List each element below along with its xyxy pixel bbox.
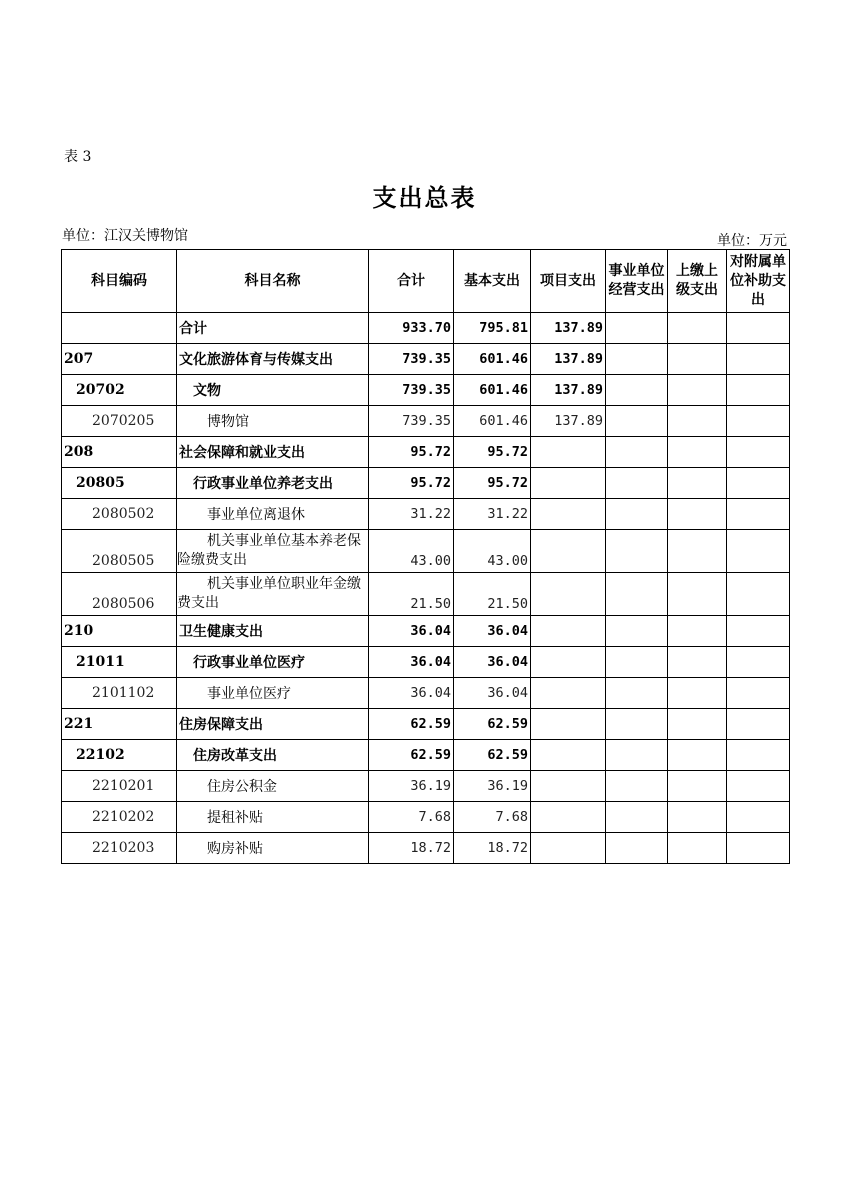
- cell-total: 31.22: [369, 499, 454, 530]
- cell-code: 207: [62, 344, 177, 375]
- cell-business: [606, 406, 668, 437]
- cell-project: [531, 573, 606, 616]
- cell-project: [531, 678, 606, 709]
- cell-name: 文物: [177, 375, 369, 406]
- cell-total: 21.50: [369, 573, 454, 616]
- cell-basic: 62.59: [454, 740, 531, 771]
- cell-code: [62, 313, 177, 344]
- table-row: [62, 344, 790, 375]
- cell-name-text: 机关事业单位基本养老保险缴费支出: [177, 533, 361, 568]
- cell-upper: [668, 344, 727, 375]
- cell-upper: [668, 771, 727, 802]
- cell-business: [606, 468, 668, 499]
- cell-name: 住房保障支出: [177, 709, 369, 740]
- header-name: 科目名称: [177, 250, 369, 313]
- cell-name: 卫生健康支出: [177, 616, 369, 647]
- cell-code: 20805: [62, 468, 177, 499]
- cell-code: 2070205: [62, 406, 177, 437]
- cell-code: 221: [62, 709, 177, 740]
- cell-basic: 36.19: [454, 771, 531, 802]
- cell-name: 提租补贴: [177, 802, 369, 833]
- cell-code: 2210201: [62, 771, 177, 802]
- cell-project: [531, 740, 606, 771]
- cell-total: 36.04: [369, 647, 454, 678]
- cell-code: 208: [62, 437, 177, 468]
- table-row: [62, 740, 790, 771]
- cell-project: 137.89: [531, 375, 606, 406]
- cell-total: 18.72: [369, 833, 454, 864]
- cell-total: 62.59: [369, 709, 454, 740]
- cell-basic: 43.00: [454, 530, 531, 573]
- cell-basic: 62.59: [454, 709, 531, 740]
- cell-project: [531, 833, 606, 864]
- cell-basic: 36.04: [454, 616, 531, 647]
- cell-subsidy: [727, 406, 790, 437]
- table-row: [62, 647, 790, 678]
- cell-code: 21011: [62, 647, 177, 678]
- header-subsidy: 对附属单位补助支出: [727, 250, 790, 313]
- cell-business: [606, 616, 668, 647]
- cell-upper: [668, 468, 727, 499]
- cell-business: [606, 678, 668, 709]
- cell-total: 36.19: [369, 771, 454, 802]
- table-row: [62, 573, 790, 616]
- cell-code: 2101102: [62, 678, 177, 709]
- cell-total: 739.35: [369, 406, 454, 437]
- cell-code: 22102: [62, 740, 177, 771]
- cell-upper: [668, 647, 727, 678]
- table-row: [62, 406, 790, 437]
- cell-business: [606, 313, 668, 344]
- cell-subsidy: [727, 802, 790, 833]
- cell-subsidy: [727, 468, 790, 499]
- cell-basic: 95.72: [454, 437, 531, 468]
- cell-total: 36.04: [369, 678, 454, 709]
- cell-total: 739.35: [369, 375, 454, 406]
- cell-upper: [668, 313, 727, 344]
- cell-total: 933.70: [369, 313, 454, 344]
- cell-basic: 31.22: [454, 499, 531, 530]
- cell-upper: [668, 573, 727, 616]
- cell-upper: [668, 406, 727, 437]
- header-upper: 上缴上级支出: [668, 250, 727, 313]
- cell-project: [531, 647, 606, 678]
- cell-business: [606, 375, 668, 406]
- cell-basic: 36.04: [454, 647, 531, 678]
- cell-business: [606, 499, 668, 530]
- cell-total: 36.04: [369, 616, 454, 647]
- cell-name: [177, 573, 369, 616]
- cell-subsidy: [727, 647, 790, 678]
- cell-total: 95.72: [369, 437, 454, 468]
- cell-project: [531, 499, 606, 530]
- cell-upper: [668, 375, 727, 406]
- organization-unit-label: 单位：江汉关博物馆: [62, 228, 188, 244]
- cell-project: [531, 530, 606, 573]
- table-row: [62, 678, 790, 709]
- table-row: [62, 833, 790, 864]
- table-row: [62, 313, 790, 344]
- cell-upper: [668, 709, 727, 740]
- table-number-label: 表 3: [64, 149, 92, 165]
- table-row: [62, 375, 790, 406]
- cell-name: 住房改革支出: [177, 740, 369, 771]
- cell-subsidy: [727, 499, 790, 530]
- cell-code: 2080506: [62, 573, 177, 616]
- cell-name: 行政事业单位养老支出: [177, 468, 369, 499]
- cell-basic: 7.68: [454, 802, 531, 833]
- header-code: 科目编码: [62, 250, 177, 313]
- cell-basic: 18.72: [454, 833, 531, 864]
- table-header: [62, 250, 790, 313]
- table-row: [62, 437, 790, 468]
- page-title: 支出总表: [372, 183, 477, 212]
- header-business: 事业单位经营支出: [606, 250, 668, 313]
- cell-upper: [668, 678, 727, 709]
- cell-upper: [668, 833, 727, 864]
- cell-business: [606, 573, 668, 616]
- cell-upper: [668, 802, 727, 833]
- cell-upper: [668, 437, 727, 468]
- cell-business: [606, 771, 668, 802]
- cell-project: 137.89: [531, 406, 606, 437]
- cell-subsidy: [727, 437, 790, 468]
- cell-business: [606, 647, 668, 678]
- cell-name: 合计: [177, 313, 369, 344]
- cell-name: 事业单位医疗: [177, 678, 369, 709]
- cell-basic: 95.72: [454, 468, 531, 499]
- cell-subsidy: [727, 313, 790, 344]
- cell-basic: 795.81: [454, 313, 531, 344]
- cell-project: [531, 771, 606, 802]
- cell-code: 2080502: [62, 499, 177, 530]
- cell-name: 住房公积金: [177, 771, 369, 802]
- cell-code: 2210203: [62, 833, 177, 864]
- cell-name: 博物馆: [177, 406, 369, 437]
- cell-basic: 36.04: [454, 678, 531, 709]
- cell-name: [177, 530, 369, 573]
- cell-total: 739.35: [369, 344, 454, 375]
- cell-subsidy: [727, 375, 790, 406]
- cell-subsidy: [727, 530, 790, 573]
- table-row: [62, 530, 790, 573]
- cell-upper: [668, 616, 727, 647]
- cell-business: [606, 740, 668, 771]
- expenditure-summary-table: [61, 249, 790, 864]
- cell-name: 事业单位离退休: [177, 499, 369, 530]
- cell-project: 137.89: [531, 344, 606, 375]
- cell-project: [531, 468, 606, 499]
- cell-basic: 601.46: [454, 375, 531, 406]
- table-row: [62, 802, 790, 833]
- cell-name: 购房补贴: [177, 833, 369, 864]
- cell-total: 95.72: [369, 468, 454, 499]
- cell-business: [606, 437, 668, 468]
- cell-subsidy: [727, 771, 790, 802]
- cell-subsidy: [727, 709, 790, 740]
- cell-project: 137.89: [531, 313, 606, 344]
- table-row: [62, 499, 790, 530]
- cell-basic: 21.50: [454, 573, 531, 616]
- cell-project: [531, 802, 606, 833]
- cell-business: [606, 802, 668, 833]
- cell-total: 7.68: [369, 802, 454, 833]
- cell-upper: [668, 740, 727, 771]
- cell-name: 社会保障和就业支出: [177, 437, 369, 468]
- cell-name: 文化旅游体育与传媒支出: [177, 344, 369, 375]
- cell-total: 62.59: [369, 740, 454, 771]
- cell-business: [606, 530, 668, 573]
- table-row: [62, 709, 790, 740]
- table-row: [62, 771, 790, 802]
- cell-subsidy: [727, 678, 790, 709]
- cell-name-text: 机关事业单位职业年金缴费支出: [177, 576, 361, 611]
- table-row: [62, 468, 790, 499]
- cell-subsidy: [727, 740, 790, 771]
- cell-business: [606, 344, 668, 375]
- cell-business: [606, 709, 668, 740]
- header-project: 项目支出: [531, 250, 606, 313]
- cell-code: 20702: [62, 375, 177, 406]
- cell-upper: [668, 499, 727, 530]
- cell-subsidy: [727, 344, 790, 375]
- cell-project: [531, 616, 606, 647]
- cell-basic: 601.46: [454, 344, 531, 375]
- cell-basic: 601.46: [454, 406, 531, 437]
- cell-code: 2080505: [62, 530, 177, 573]
- cell-total: 43.00: [369, 530, 454, 573]
- header-total: 合计: [369, 250, 454, 313]
- header-basic: 基本支出: [454, 250, 531, 313]
- cell-code: 2210202: [62, 802, 177, 833]
- cell-code: 210: [62, 616, 177, 647]
- cell-subsidy: [727, 616, 790, 647]
- cell-upper: [668, 530, 727, 573]
- cell-project: [531, 437, 606, 468]
- cell-subsidy: [727, 833, 790, 864]
- table-row: [62, 616, 790, 647]
- cell-business: [606, 833, 668, 864]
- cell-subsidy: [727, 573, 790, 616]
- currency-unit-label: 单位：万元: [717, 233, 787, 249]
- cell-project: [531, 709, 606, 740]
- cell-name: 行政事业单位医疗: [177, 647, 369, 678]
